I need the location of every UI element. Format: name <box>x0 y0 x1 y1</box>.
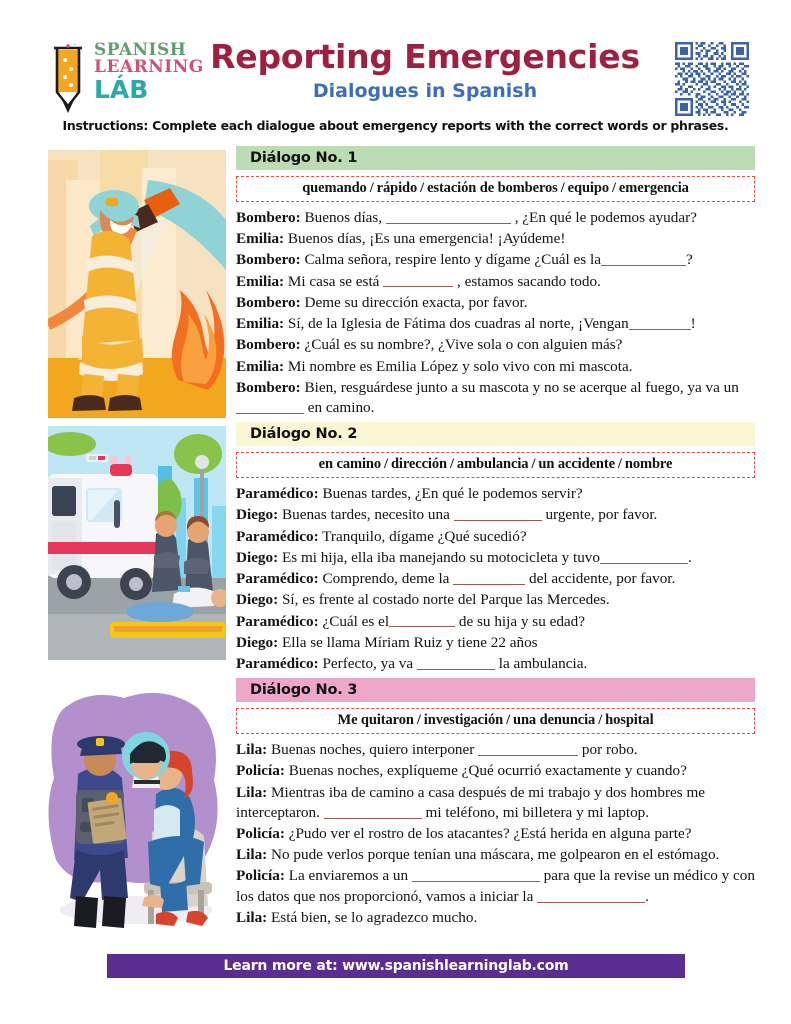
dialogue-speaker: Diego: <box>236 633 279 651</box>
dialogue-text: Buenas noches, explíqueme ¿Qué ocurrió exactamente y cuando? <box>284 762 687 780</box>
dialogue-line <box>236 548 755 569</box>
dialogue-text: urgente, por favor. <box>541 506 658 524</box>
dialogue-text: Sí, es frente al costado norte del Parque las Mercedes. <box>278 591 610 609</box>
page-title: Reporting Emergencies <box>210 37 640 76</box>
dialogue-text: Comprendo, deme la <box>318 570 454 588</box>
dialogue-1-lines <box>236 208 755 419</box>
dialogue-text: Es mi hija, ella iba manejando su motocicleta y tuvo <box>278 548 600 566</box>
dialogue-line <box>236 314 755 335</box>
wordbank-separator: / <box>560 180 565 196</box>
dialogue-speaker: Lila: <box>236 846 268 864</box>
dialogue-text: Mi nombre es Emilia López y solo vivo con mi mascota. <box>284 357 633 375</box>
logo-wordmark <box>94 42 204 102</box>
dialogue-line <box>236 740 755 761</box>
dialogue-text: Deme su dirección exacta, por favor. <box>300 293 528 311</box>
police-report-illustration <box>48 682 226 932</box>
dialogue-text: de su hija y su edad? <box>455 612 585 630</box>
dialogue-line <box>236 612 755 633</box>
answer-blank[interactable] <box>389 612 455 627</box>
ambulance-illustration <box>48 426 226 660</box>
site-logo <box>48 38 204 118</box>
wordbank-separator: / <box>416 712 421 729</box>
dialogue-text: la ambulancia. <box>494 654 588 672</box>
dialogue-line <box>236 505 755 526</box>
dialogue-speaker: Policía: <box>236 867 285 885</box>
wordbank-separator: / <box>369 180 374 196</box>
dialogue-speaker: Bombero: <box>236 209 301 226</box>
dialogue-3-heading: Diálogo No. 3 <box>236 678 755 702</box>
worksheet-body <box>0 146 791 932</box>
dialogue-section-3 <box>0 678 791 929</box>
dialogue-2-body <box>236 422 755 675</box>
dialogue-speaker: Lila: <box>236 908 268 926</box>
dialogue-section-1 <box>0 146 791 419</box>
dialogue-speaker: Bombero: <box>236 336 301 354</box>
dialogue-text: ¿Pudo ver el rostro de los atacantes? ¿Está herida en alguna parte? <box>284 825 692 843</box>
answer-blank[interactable] <box>478 741 578 756</box>
dialogue-text: ¿Cuál es el <box>318 612 390 630</box>
dialogue-text: mi teléfono, mi billetera y mi laptop. <box>421 803 650 821</box>
answer-blank[interactable] <box>600 548 688 563</box>
dialogue-text: por robo. <box>578 741 638 759</box>
dialogue-3-lines <box>236 740 755 929</box>
dialogue-speaker: Bombero: <box>236 293 301 311</box>
test-tube-pencil-icon <box>48 44 90 116</box>
page-subtitle: Dialogues in Spanish <box>312 79 538 102</box>
dialogue-speaker: Diego: <box>236 591 279 609</box>
dialogue-text: Buenas tardes, necesito una <box>278 506 454 524</box>
dialogue-line <box>236 783 755 824</box>
wordbank-word: una denuncia <box>513 712 596 729</box>
dialogue-text: Mi casa se está <box>284 272 384 290</box>
dialogue-2-lines <box>236 484 755 675</box>
dialogue-3-body <box>236 678 755 929</box>
dialogue-line <box>236 335 755 356</box>
dialogue-text: , estamos sacando todo. <box>453 272 601 290</box>
answer-blank[interactable] <box>453 569 525 584</box>
dialogue-2-wordbank <box>236 452 755 478</box>
dialogue-line <box>236 250 755 271</box>
dialogue-text: Calma señora, respire lento y dígame ¿Cuál es la <box>300 251 601 269</box>
dialogue-text: , ¿En qué le podemos ayudar? <box>510 209 697 226</box>
dialogue-speaker: Policía: <box>236 825 285 843</box>
dialogue-section-2 <box>0 422 791 675</box>
dialogue-3-wordbank <box>236 708 755 734</box>
logo-line-lab: LÁB <box>94 75 149 104</box>
wordbank-separator: / <box>506 712 510 729</box>
dialogue-speaker: Lila: <box>236 741 268 759</box>
dialogue-speaker: Paramédico: <box>236 527 319 545</box>
dialogue-text: Ella se llama Míriam Ruiz y tiene 22 años <box>278 633 538 651</box>
dialogue-line <box>236 824 755 845</box>
wordbank-word: un accidente <box>538 456 615 473</box>
dialogue-line <box>236 590 755 611</box>
wordbank-word: estación de bomberos <box>427 180 558 196</box>
wordbank-word: emergencia <box>618 180 689 196</box>
dialogue-text: No pude verlos porque tenían una máscara, me golpearon en el estómago. <box>267 846 720 864</box>
answer-blank[interactable] <box>236 398 304 413</box>
dialogue-line <box>236 484 755 505</box>
dialogue-text: Bien, resguárdese junto a su mascota y no se acerque al fuego, ya va un <box>300 378 739 396</box>
dialogue-text: ! <box>690 315 696 333</box>
dialogue-1-heading: Diálogo No. 1 <box>236 146 755 170</box>
dialogue-line <box>236 208 755 229</box>
wordbank-word: nombre <box>624 456 673 473</box>
dialogue-line <box>236 527 755 548</box>
wordbank-word: dirección <box>390 456 447 473</box>
dialogue-speaker: Paramédico: <box>236 612 319 630</box>
answer-blank[interactable] <box>537 887 645 902</box>
answer-blank[interactable] <box>454 506 542 521</box>
dialogue-text: en camino. <box>304 398 375 416</box>
answer-blank[interactable] <box>324 803 422 818</box>
dialogue-speaker: Emilia: <box>236 357 285 375</box>
dialogue-text: para que la revise un médico y con los datos que nos proporcionó, vamos a iniciar la <box>236 867 755 905</box>
dialogue-line <box>236 293 755 314</box>
wordbank-word: quemando <box>302 180 367 196</box>
dialogue-line <box>236 357 755 378</box>
answer-blank[interactable] <box>383 272 453 287</box>
dialogue-speaker: Paramédico: <box>236 654 319 672</box>
wordbank-separator: / <box>611 180 616 196</box>
answer-blank[interactable] <box>601 251 686 266</box>
dialogue-line <box>236 761 755 782</box>
dialogue-line <box>236 272 755 293</box>
dialogue-speaker: Paramédico: <box>236 485 319 503</box>
wordbank-separator: / <box>598 712 603 729</box>
dialogue-line <box>236 633 755 654</box>
dialogue-line <box>236 569 755 590</box>
footer-banner[interactable]: Learn more at: www.spanishlearninglab.com <box>107 954 685 978</box>
wordbank-separator: / <box>617 456 622 473</box>
wordbank-separator: / <box>420 180 425 196</box>
dialogue-text: ? <box>685 251 693 269</box>
dialogue-text: . <box>645 887 649 905</box>
dialogue-text: . <box>688 548 692 566</box>
qr-code[interactable] <box>675 42 749 116</box>
wordbank-word: ambulancia <box>456 456 529 473</box>
title-block <box>205 37 645 102</box>
dialogue-text: Buenos días, <box>300 209 386 226</box>
dialogue-speaker: Bombero: <box>236 251 301 269</box>
logo-line-learning: LEARNING <box>94 57 204 77</box>
dialogue-speaker: Emilia: <box>236 315 285 333</box>
dialogue-speaker: Policía: <box>236 762 285 780</box>
dialogue-text: Buenas tardes, ¿En qué le podemos servir? <box>318 485 583 503</box>
dialogue-line <box>236 378 755 419</box>
instructions-text: Instructions: Complete each dialogue about emergency reports with the correct words or phrases. <box>62 118 729 133</box>
page-header <box>0 0 791 140</box>
dialogue-text: Buenas noches, quiero interponer <box>267 741 479 759</box>
dialogue-text: Buenos días, ¡Es una emergencia! ¡Ayúdeme! <box>284 230 566 248</box>
dialogue-1-wordbank <box>236 176 755 202</box>
dialogue-text: Perfecto, ya va <box>318 654 417 672</box>
dialogue-1-body <box>236 146 755 419</box>
dialogue-speaker: Paramédico: <box>236 570 319 588</box>
answer-blank[interactable] <box>412 867 540 882</box>
answer-blank[interactable] <box>386 208 511 223</box>
wordbank-word: investigación <box>423 712 504 729</box>
dialogue-line <box>236 866 755 907</box>
dialogue-text: Sí, de la Iglesia de Fátima dos cuadras al norte, ¡Vengan <box>284 315 629 333</box>
dialogue-line <box>236 845 755 866</box>
wordbank-separator: / <box>531 456 536 473</box>
logo-line-spanish: SPANISH <box>94 40 187 60</box>
dialogue-line <box>236 908 755 929</box>
dialogue-line <box>236 229 755 250</box>
dialogue-text: Tranquilo, dígame ¿Qué sucedió? <box>318 527 527 545</box>
dialogue-text: Está bien, se lo agradezco mucho. <box>267 908 478 926</box>
dialogue-speaker: Diego: <box>236 506 279 524</box>
answer-blank[interactable] <box>417 654 495 669</box>
answer-blank[interactable] <box>629 314 691 329</box>
dialogue-speaker: Bombero: <box>236 378 301 396</box>
dialogue-text: ¿Cuál es su nombre?, ¿Vive sola o con alguien más? <box>300 336 623 354</box>
dialogue-speaker: Diego: <box>236 548 279 566</box>
dialogue-speaker: Emilia: <box>236 230 285 248</box>
wordbank-word: equipo <box>567 180 609 196</box>
wordbank-word: rápido <box>376 180 418 196</box>
dialogue-2-heading: Diálogo No. 2 <box>236 422 755 446</box>
dialogue-speaker: Emilia: <box>236 272 285 290</box>
wordbank-word: en camino <box>318 456 382 473</box>
wordbank-word: hospital <box>605 712 654 729</box>
dialogue-text: Mientras iba de camino a casa después de mi trabajo y dos hombres me interceptaron. <box>236 783 706 821</box>
dialogue-text: La enviaremos a un <box>284 867 412 885</box>
dialogue-line <box>236 654 755 675</box>
dialogue-text: del accidente, por favor. <box>525 570 676 588</box>
firefighter-illustration <box>48 150 226 418</box>
wordbank-separator: / <box>449 456 454 473</box>
wordbank-word: Me quitaron <box>337 712 414 729</box>
dialogue-speaker: Lila: <box>236 783 268 801</box>
wordbank-separator: / <box>384 456 388 473</box>
